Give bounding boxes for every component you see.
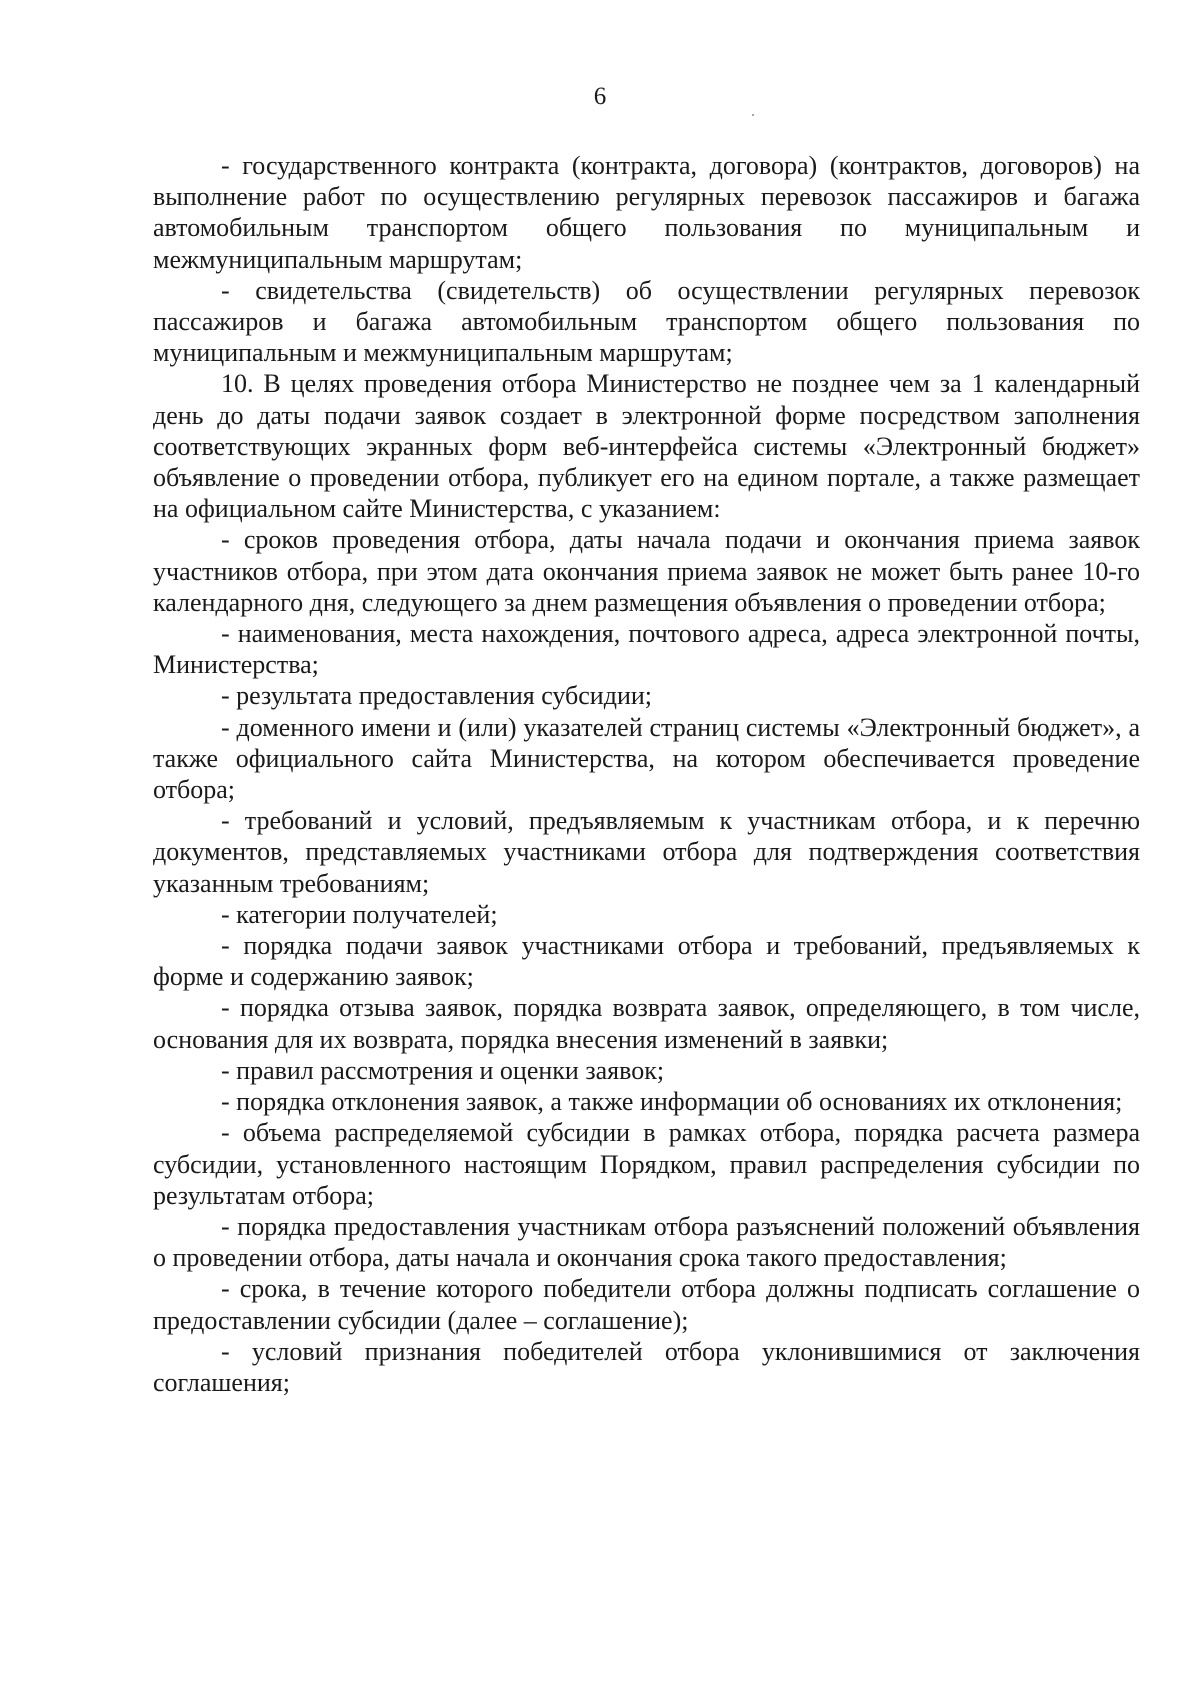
- list-item-review-rules: - правил рассмотрения и оценки заявок;: [221, 1055, 665, 1085]
- paragraph-contract: - государственного контракта (контракта, договора) (контрактов, договоров) на выполнение работ по осуществлению регулярных перевозок пассажиров и багажа автомобильным транспортом общего пользования по муниципальным и межмуниципальным маршрутам;: [153, 151, 1140, 274]
- list-item-subsidy-result: - результата предоставления субсидии;: [221, 681, 653, 711]
- list-item-clarifications: - порядка предоставления участникам отбора разъяснений положений объявления о проведении отбора, даты начала и окончания срока такого предоставления;: [153, 1211, 1140, 1273]
- list-item-recipient-categories: - категории получателей;: [221, 899, 498, 929]
- list-item-deadlines: - сроков проведения отбора, даты начала подачи и окончания приема заявок участников отбора, при этом дата окончания приема заявок не может быть ранее 10-го календарного дня, следующего за днем размещения объявления о проведении отбора;: [153, 525, 1140, 617]
- paragraph-section-10: 10. В целях проведения отбора Министерство не позднее чем за 1 календарный день до даты подачи заявок создает в электронной форме посредством заполнения соответствующих экранных форм веб-интерфейса системы «Электронный бюджет» объявление о проведении отбора, публикует его на едином портале, а также размещает на официальном сайте Министерства, с указанием:: [153, 369, 1140, 524]
- list-item-evasion-conditions: - условий признания победителей отбора уклонившимися от заключения соглашения;: [153, 1336, 1140, 1397]
- list-item-requirements: - требований и условий, предъявляемым к участникам отбора, и к перечню документов, представляемых участниками отбора для подтверждения соответствия указанным требованиям;: [153, 806, 1140, 898]
- page-number: 6: [593, 83, 607, 110]
- list-item-rejection-procedure: - порядка отклонения заявок, а также информации об основаниях их отклонения;: [221, 1087, 1123, 1117]
- paragraph-certificate: - свидетельства (свидетельств) об осуществлении регулярных перевозок пассажиров и багажа автомобильным транспортом общего пользования по муниципальным и межмуниципальным маршрутам;: [153, 275, 1140, 368]
- list-item-withdrawal-procedure: - порядка отзыва заявок, порядка возврата заявок, определяющего, в том числе, основания для их возврата, порядка внесения изменений в заявки;: [153, 993, 1140, 1054]
- list-item-submission-procedure: - порядка подачи заявок участниками отбора и требований, предъявляемых к форме и содержанию заявок;: [153, 931, 1140, 992]
- document-body: [153, 150, 1140, 1398]
- list-item-domain-name: - доменного имени и (или) указателей страниц системы «Электронный бюджет», а также официального сайта Министерства, на котором обеспечивается проведение отбора;: [153, 712, 1140, 805]
- list-item-ministry-contacts: - наименования, места нахождения, почтового адреса, адреса электронной почты, Министерства;: [153, 619, 1140, 680]
- scan-speck: [752, 114, 754, 116]
- list-item-subsidy-volume: - объема распределяемой субсидии в рамках отбора, порядка расчета размера субсидии, установленного настоящим Порядком, правил распределения субсидии по результатам отбора;: [153, 1118, 1140, 1210]
- list-item-agreement-deadline: - срока, в течение которого победители отбора должны подписать соглашение о предоставлении субсидии (далее – соглашение);: [153, 1274, 1140, 1335]
